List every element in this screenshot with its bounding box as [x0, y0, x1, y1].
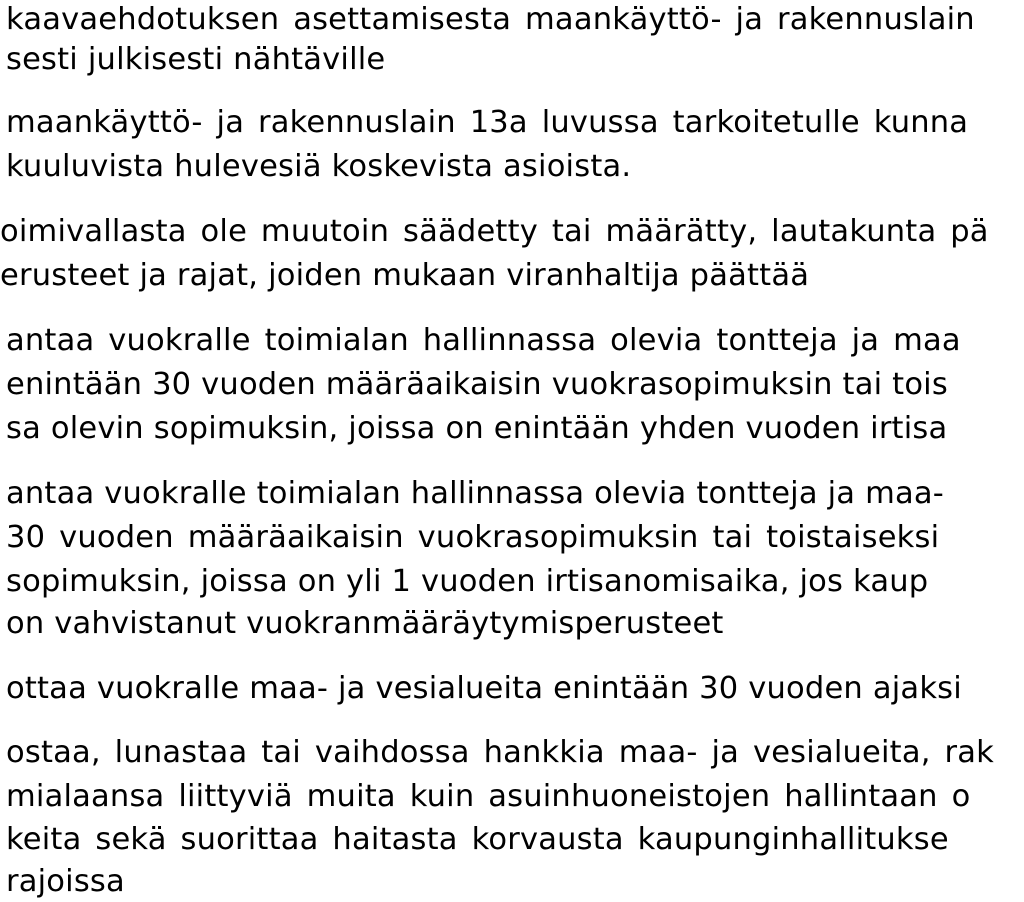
text-line: antaa vuokralle toimialan hallinnassa olevia tontteja ja maa- [6, 476, 944, 511]
text-line: mialaansa liittyviä muita kuin asuinhuoneistojen hallintaan o [6, 779, 971, 814]
text-line: sesti julkisesti nähtäville [6, 42, 386, 77]
text-line: kaavaehdotuksen asettamisesta maankäyttö- ja rakennuslain [6, 2, 975, 37]
text-line: oimivallasta ole muutoin säädetty tai määrätty, lautakunta pä [0, 214, 989, 249]
text-line: kuuluvista hulevesiä koskevista asioista. [6, 149, 632, 184]
text-line: maankäyttö- ja rakennuslain 13a luvussa tarkoitetulle kunna [6, 105, 969, 140]
text-line: sopimuksin, joissa on yli 1 vuoden irtisanomisaika, jos kaup [6, 564, 929, 599]
text-line: sa olevin sopimuksin, joissa on enintään yhden vuoden irtisa [6, 411, 948, 446]
text-line: on vahvistanut vuokranmääräytymisperusteet [6, 606, 724, 641]
text-line: rajoissa [6, 864, 125, 899]
text-line: enintään 30 vuoden määräaikaisin vuokrasopimuksin tai tois [6, 367, 948, 402]
text-line: ottaa vuokralle maa- ja vesialueita enintään 30 vuoden ajaksi [6, 671, 962, 706]
text-line: 30 vuoden määräaikaisin vuokrasopimuksin tai toistaiseksi [6, 520, 940, 555]
text-line: ostaa, lunastaa tai vaihdossa hankkia maa- ja vesialueita, rak [6, 735, 995, 770]
text-line: keita sekä suorittaa haitasta korvausta kaupunginhallitukse [6, 822, 949, 857]
text-line: erusteet ja rajat, joiden mukaan viranhaltija päättää [0, 258, 810, 293]
text-line: antaa vuokralle toimialan hallinnassa olevia tontteja ja maa [6, 323, 961, 358]
